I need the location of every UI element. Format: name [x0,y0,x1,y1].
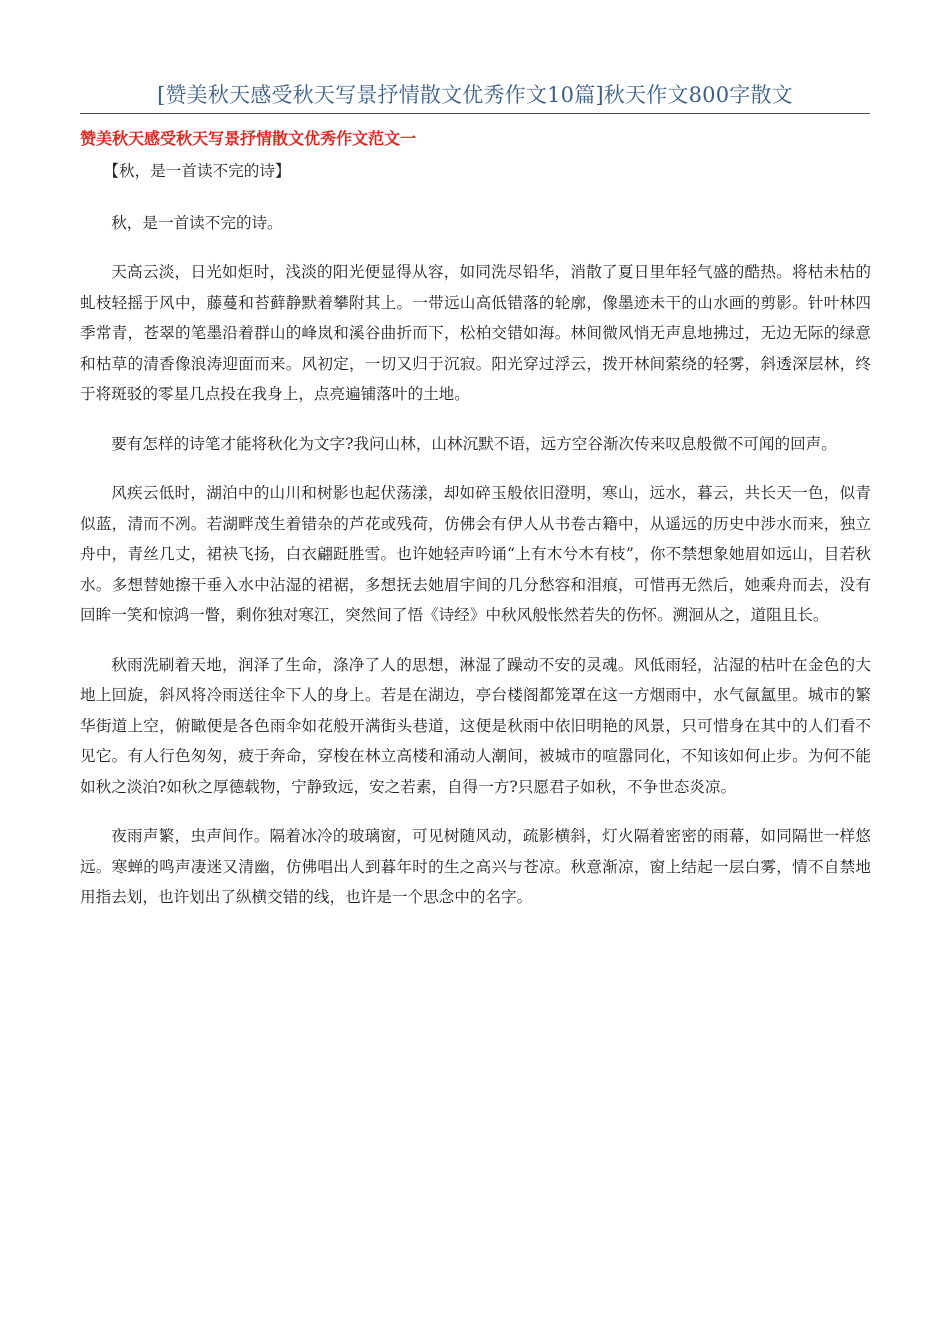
header-divider [80,113,870,114]
paragraph: 风疾云低时，湖泊中的山川和树影也起伏荡漾，却如碎玉般依旧澄明，寒山，远水，暮云，共长天一色，似青似蓝，清而不冽。若湖畔茂生着错杂的芦花或残荷，仿佛会有伊人从书卷古籍中，从遥远的历史中涉水而来，独立舟中，青丝几丈，裙袂飞扬，白衣翩跹胜雪。也许她轻声吟诵“上有木兮木有枝”，你不禁想象她眉如远山，目若秋水。多想替她擦干垂入水中沾湿的裙裾，多想抚去她眉宇间的几分愁容和泪痕，可惜再无然后，她乘舟而去，没有回眸一笑和惊鸿一瞥，剩你独对寒江，突然间了悟《诗经》中秋风般怅然若失的伤怀。溯洄从之，道阻且长。 [80,484,871,624]
article-body [80,156,871,932]
paragraph: 要有怎样的诗笔才能将秋化为文字?我问山林，山林沉默不语，远方空谷渐次传来叹息般微不可闻的回声。 [111,434,837,453]
article-title: 赞美秋天感受秋天写景抒情散文优秀作文范文一 [80,129,417,148]
paragraph: 秋雨洗刷着天地，润泽了生命，涤净了人的思想，淋湿了躁动不安的灵魂。风低雨轻，沾湿的枯叶在金色的大地上回旋，斜风将冷雨送往伞下人的身上。若是在湖边，亭台楼阁都笼罩在这一方烟雨中，水气氤氲里。城市的繁华街道上空，俯瞰便是各色雨伞如花般开满街头巷道，这便是秋雨中依旧明艳的风景，只可惜身在其中的人们看不见它。有人行色匆匆，疲于奔命，穿梭在林立高楼和涌动人潮间，被城市的喧嚣同化，不知该如何止步。为何不能如秋之淡泊?如秋之厚德载物，宁静致远，安之若素，自得一方?只愿君子如秋，不争世态炎凉。 [80,655,871,796]
paragraph: 天高云淡，日光如炬时，浅淡的阳光便显得从容，如同洗尽铅华，消散了夏日里年轻气盛的酷热。将枯未枯的虬枝轻摇于风中，藤蔓和苔藓静默着攀附其上。一带远山高低错落的轮廓，像墨迹未干的山水画的剪影。针叶林四季常青，苍翠的笔墨沿着群山的峰岚和溪谷曲折而下，松柏交错如海。林间微风悄无声息地拂过，无边无际的绿意和枯草的清香像浪涛迎面而来。风初定，一切又归于沉寂。阳光穿过浮云，拨开林间萦绕的轻雾，斜透深层林，终于将斑驳的零星几点投在我身上，点亮遍铺落叶的土地。 [80,263,871,403]
document-header-title: [赞美秋天感受秋天写景抒情散文优秀作文10篇]秋天作文800字散文 [157,83,793,107]
article-subtitle: 【秋，是一首读不完的诗】 [103,162,291,180]
paragraph: 秋，是一首读不完的诗。 [111,213,283,232]
paragraph: 夜雨声繁，虫声间作。隔着冰冷的玻璃窗，可见树随风动，疏影横斜，灯火隔着密密的雨幕，如同隔世一样悠远。寒蝉的鸣声凄迷又清幽，仿佛唱出人到暮年时的生之高兴与苍凉。秋意渐凉，窗上结起一层白雾，情不自禁地用指去划，也许划出了纵横交错的线，也许是一个思念中的名字。 [80,827,871,906]
